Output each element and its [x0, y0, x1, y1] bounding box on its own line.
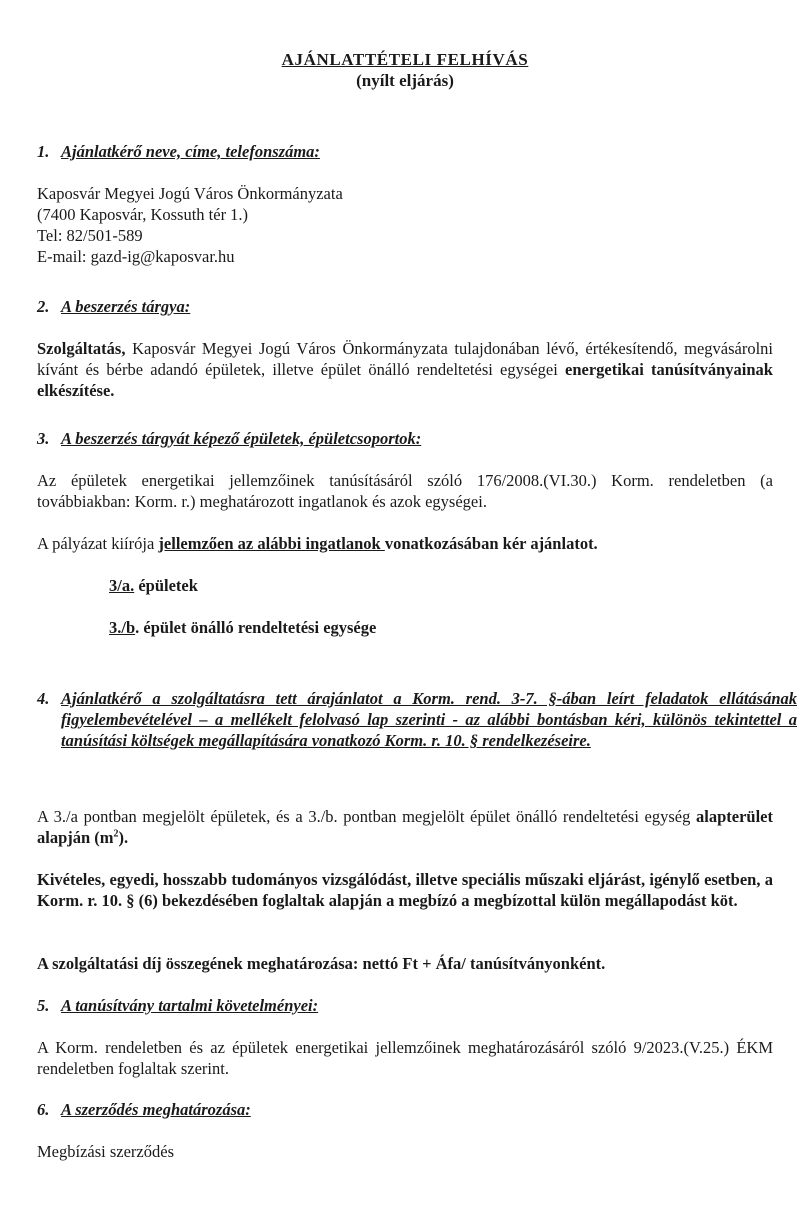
section-number: 1. [37, 142, 50, 161]
contact-block [37, 183, 773, 267]
request-bold: vonatkozásában kér ajánlatot. [384, 534, 598, 553]
title-block [37, 49, 773, 91]
procurement-subject-paragraph [37, 338, 773, 401]
item-label: épületek [134, 576, 198, 595]
section-heading-text: A tanúsítvány tartalmi követelményei: [61, 996, 319, 1015]
organization-phone: Tel: 82/501-589 [37, 226, 143, 245]
section-number: 5. [37, 996, 50, 1015]
organization-address: (7400 Kaposvár, Kossuth tér 1.) [37, 205, 249, 224]
certificate-requirements-paragraph: A Korm. rendeletben és az épületek energetikai jellemzőinek meghatározásáról szóló 9/2023.(V.25.) ÉKM rendeletben foglaltak szerint. [37, 1038, 773, 1078]
offer-request-paragraph [37, 533, 773, 554]
section-4-heading [37, 688, 797, 751]
service-fee-paragraph: A szolgáltatási díj összegének meghatározása: nettó Ft + Áfa/ tanúsítványonként. [37, 954, 606, 973]
item-label: . épület önálló rendeltetési egysége [135, 618, 377, 637]
section-2-heading [37, 296, 773, 317]
section-heading-text: Ajánlatkérő a szolgáltatásra tett árajánlatot a Korm. rend. 3-7. §-ában leírt feladatok ellátásának figyelembevételével – a mellékelt felolvasó lap szerinti - az alábbi bontásban kéri, különös tekintettel a tanúsítási költségek megállapítására vonatkozó Korm. r. 10. § rendelkezéseire. [61, 689, 797, 750]
section-heading-text: A szerződés meghatározása: [61, 1100, 251, 1119]
exceptional-cases-paragraph: Kivételes, egyedi, hosszabb tudományos vizsgálódást, illetve speciális műszaki eljárást, igénylő esetben, a Korm. r. 10. § (6) bekezdésében foglaltak alapján a megbízó a megbízottal külön megállapodást köt. [37, 870, 773, 910]
section-number: 4. [37, 689, 50, 708]
subject-lead: Szolgáltatás, [37, 339, 126, 358]
subject-body: Kaposvár Megyei Jogú Város Önkormányzata tulajdonában lévő, értékesítendő, megvásárolni kívánt és bérbe adandó épületek, illetve épület önálló rendeltetési egységei [37, 339, 773, 379]
section-number: 2. [37, 297, 50, 316]
floor-area-end: ). [118, 828, 129, 847]
floor-area-paragraph [37, 806, 773, 848]
organization-name: Kaposvár Megyei Jogú Város Önkormányzata [37, 184, 343, 203]
section-3-heading [37, 428, 773, 449]
item-3a [37, 575, 800, 596]
document-title: AJÁNLATTÉTELI FELHÍVÁS [281, 50, 529, 69]
request-bold-underlined: jellemzően az alábbi ingatlanok [158, 534, 385, 553]
superscript: 2 [113, 828, 119, 840]
organization-email: E-mail: gazd-ig@kaposvar.hu [37, 247, 235, 266]
section-6-heading [37, 1099, 773, 1120]
contract-type: Megbízási szerződés [37, 1142, 174, 1161]
request-plain: A pályázat kiírója [37, 534, 159, 553]
section-heading-text: A beszerzés tárgya: [61, 297, 191, 316]
item-code: 3/a. [109, 576, 135, 595]
item-code: 3./b [109, 618, 136, 637]
floor-area-bold-text: alapterület alapján (m [37, 807, 773, 847]
section-heading-text: Ajánlatkérő neve, címe, telefonszáma: [61, 142, 320, 161]
subject-tail: energetikai tanúsítványainak elkészítése. [37, 360, 773, 400]
section-1-heading [37, 141, 773, 162]
buildings-paragraph: Az épületek energetikai jellemzőinek tanúsításáról szóló 176/2008.(VI.30.) Korm. rendeletben (a továbbiakban: Korm. r.) meghatározott ingatlanok és azok egységei. [37, 471, 773, 511]
floor-area-plain: A 3./a pontban megjelölt épületek, és a 3./b. pontban megjelölt épület önálló rendeltetési egység [37, 807, 697, 826]
document-subtitle: (nyílt eljárás) [356, 71, 454, 90]
section-number: 6. [37, 1100, 50, 1119]
section-number: 3. [37, 429, 50, 448]
section-heading-text: A beszerzés tárgyát képező épületek, épületcsoportok: [61, 429, 422, 448]
item-3b [37, 617, 800, 638]
section-5-heading [37, 995, 773, 1016]
